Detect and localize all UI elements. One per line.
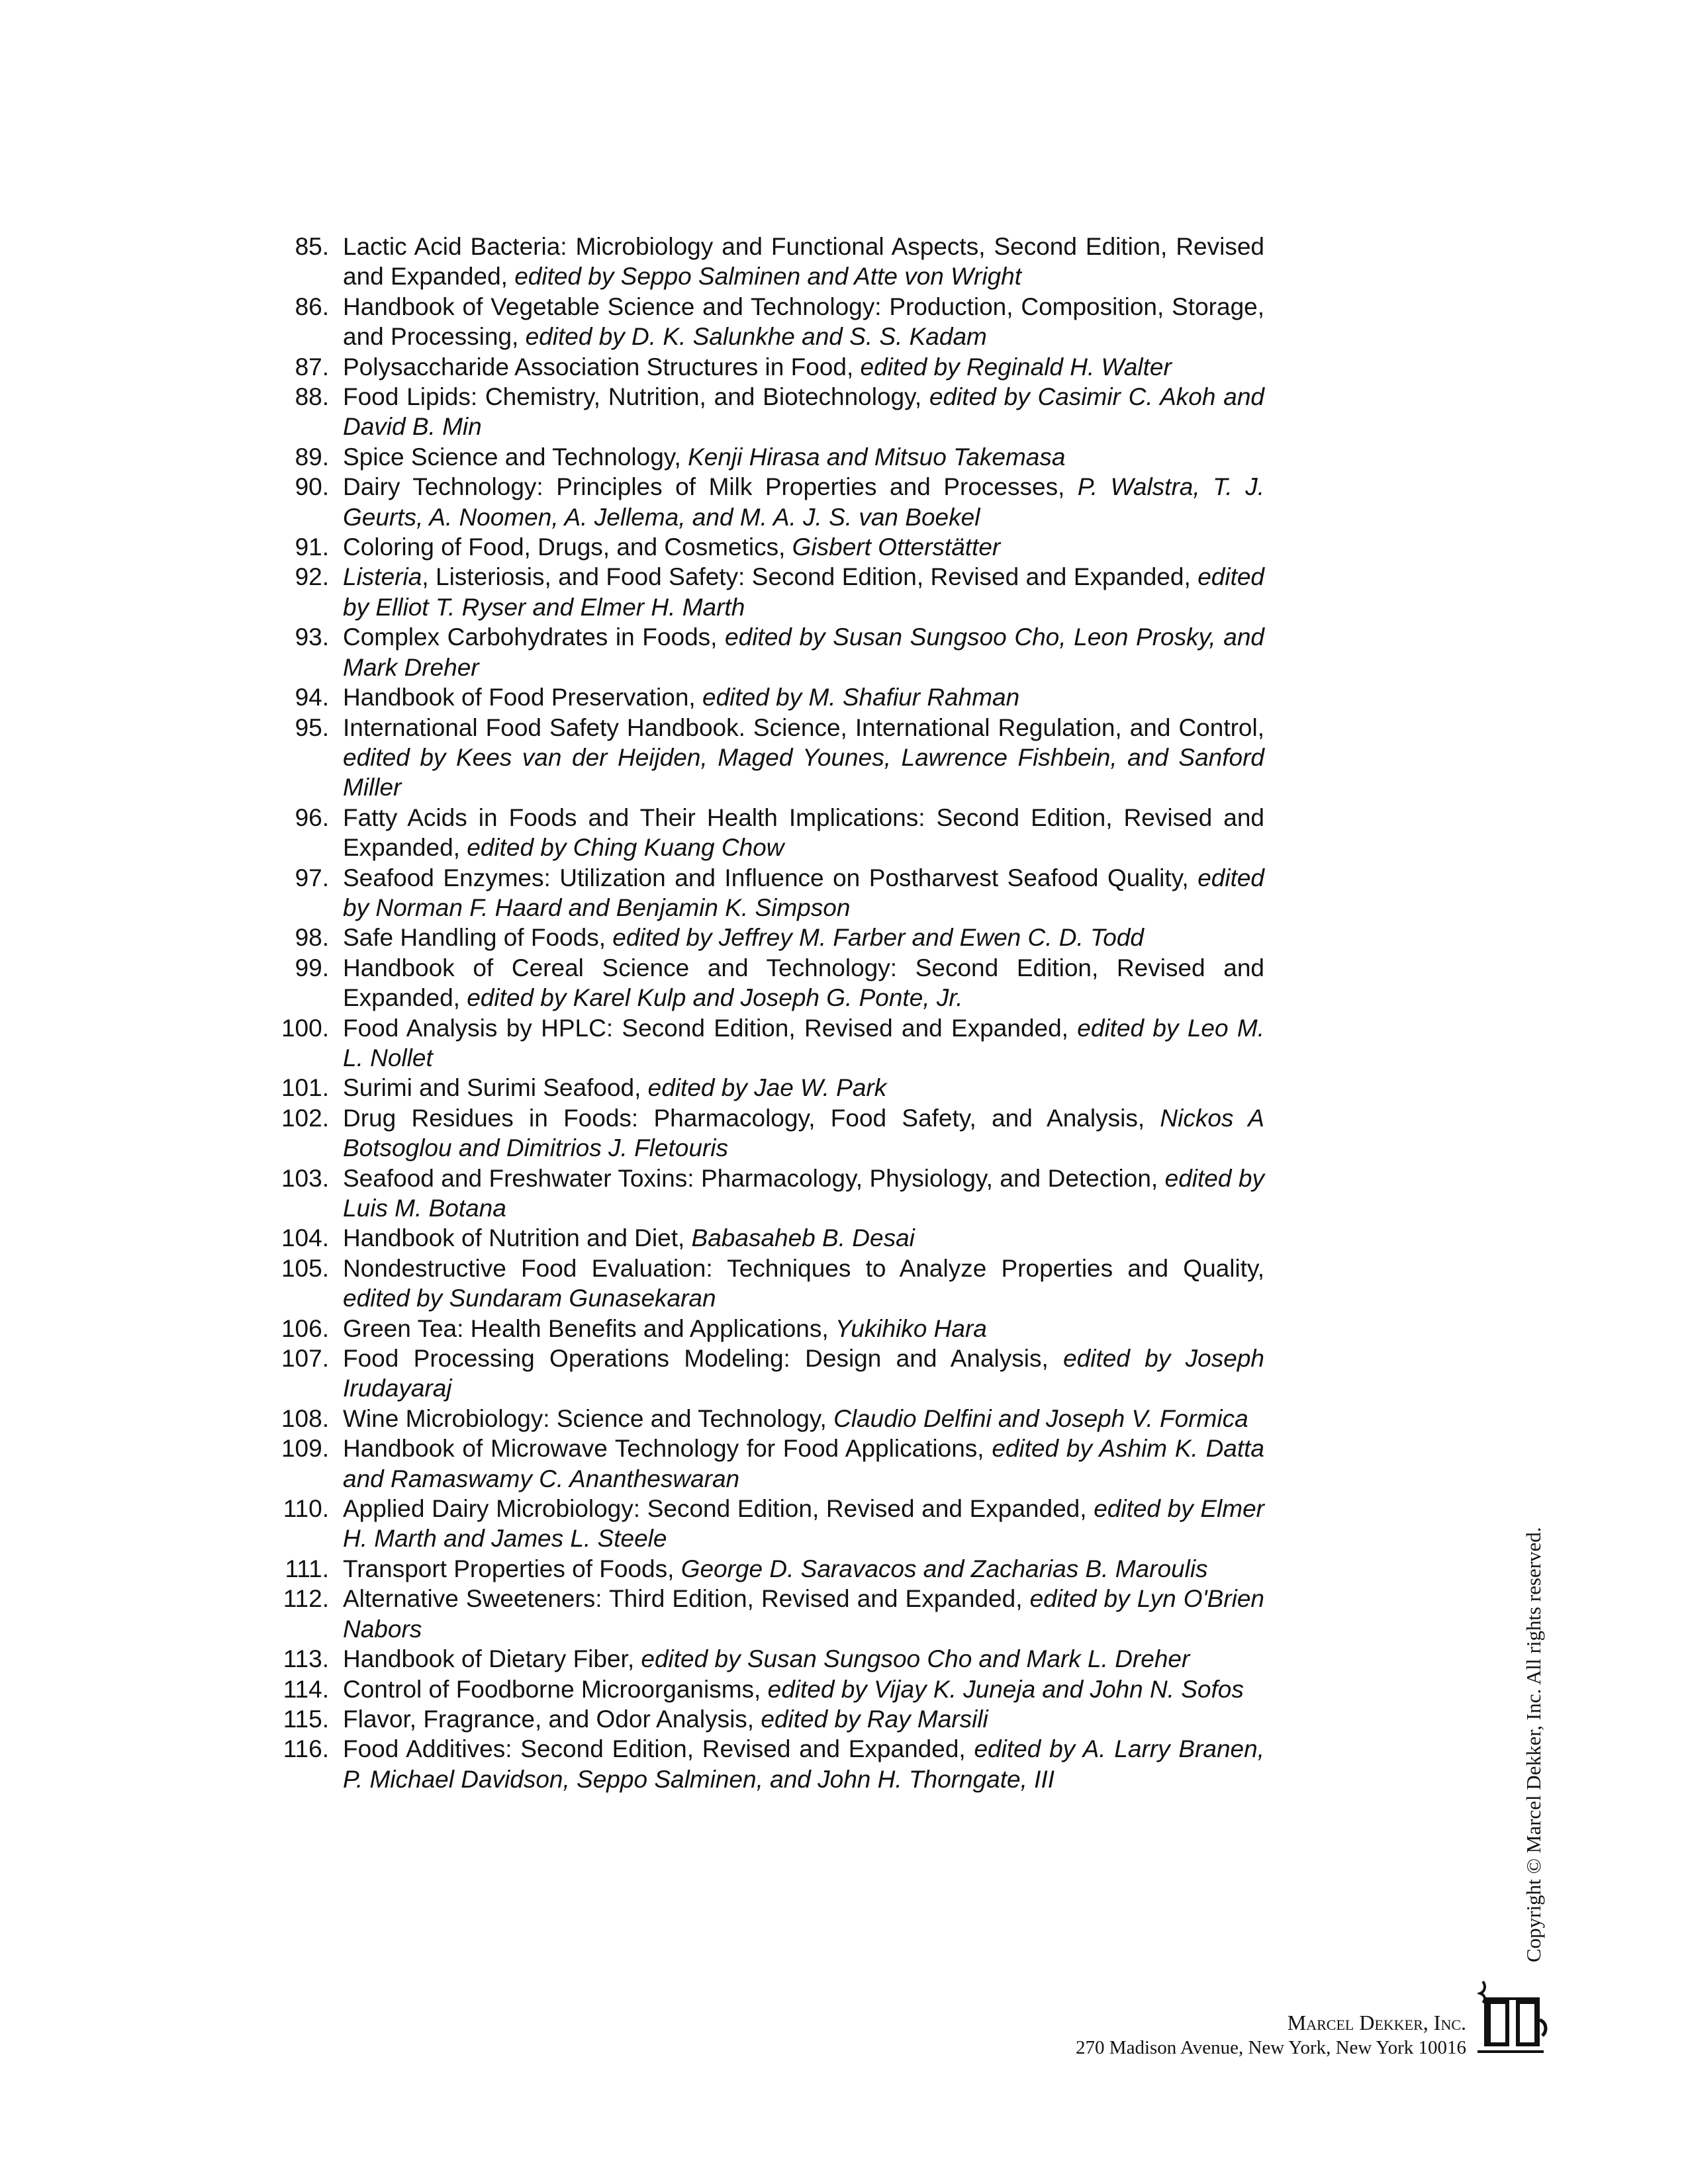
list-item [268, 1704, 1264, 1734]
item-number: 115. [283, 1705, 329, 1733]
list-item [268, 1674, 1264, 1704]
list-item [268, 292, 1264, 352]
item-credit: edited by Lyn O'Brien Nabors [343, 1585, 1265, 1643]
list-item [268, 382, 1264, 442]
item-title: Applied Dairy Microbiology: Second Edition, Revised and Expanded, [343, 1495, 1094, 1523]
list-item [268, 1073, 1264, 1103]
item-title: Spice Science and Technology, [343, 443, 688, 471]
item-number: 89. [295, 443, 329, 471]
item-title: International Food Safety Handbook. Science, International Regulation, and Control, [343, 713, 1264, 741]
item-credit: edited by Joseph Irudayaraj [343, 1345, 1264, 1402]
item-title: Drug Residues in Foods: Pharmacology, Food Safety, and Analysis, [343, 1104, 1160, 1132]
item-number: 116. [283, 1735, 329, 1763]
item-title: Safe Handling of Foods, [343, 924, 613, 952]
item-credit: edited by Casimir C. Akoh and David B. Min [343, 383, 1264, 441]
item-title: Lactic Acid Bacteria: Microbiology and Functional Aspects, Second Edition, Revised and Expanded, [343, 233, 1264, 291]
item-credit: edited by Ching Kuang Chow [467, 834, 784, 862]
item-number: 97. [295, 864, 329, 891]
list-item [268, 1584, 1264, 1644]
list-item [268, 1433, 1264, 1494]
item-title: Handbook of Cereal Science and Technology: Second Edition, Revised and Expanded, [343, 954, 1264, 1012]
list-item [268, 1013, 1264, 1073]
copyright-notice: Copyright © Marcel Dekker, Inc. All rights reserved. [1522, 1527, 1545, 1962]
item-title: Alternative Sweeteners: Third Edition, Revised and Expanded, [343, 1585, 1030, 1613]
item-credit: edited by D. K. Salunkhe and S. S. Kadam [525, 323, 987, 351]
item-number: 98. [295, 924, 329, 952]
item-title: Complex Carbohydrates in Foods, [343, 623, 726, 651]
list-item [268, 1223, 1264, 1253]
item-number: 108. [281, 1404, 329, 1432]
item-credit: Gisbert Otterstätter [792, 533, 1001, 561]
item-number: 113. [283, 1645, 329, 1673]
item-credit: Nickos A Botsoglou and Dimitrios J. Fletouris [343, 1104, 1264, 1162]
item-number: 90. [295, 473, 329, 501]
item-title: , Listeriosis, and Food Safety: Second Edition, Revised and Expanded, [422, 563, 1198, 591]
item-credit: edited by M. Shafiur Rahman [702, 684, 1020, 711]
item-title: Surimi and Surimi Seafood, [343, 1074, 648, 1102]
list-item [268, 352, 1264, 382]
list-item [268, 923, 1264, 952]
list-item [268, 472, 1264, 532]
item-number: 105. [281, 1254, 329, 1282]
item-title: Seafood Enzymes: Utilization and Influence on Postharvest Seafood Quality, [343, 864, 1198, 891]
item-credit: P. Walstra, T. J. Geurts, A. Noomen, A. Jellema, and M. A. J. S. van Boekel [343, 473, 1264, 531]
item-title: Handbook of Vegetable Science and Technology: Production, Composition, Storage, and Processing, [343, 293, 1264, 351]
list-item [268, 1103, 1264, 1163]
list-item [268, 232, 1264, 292]
item-number: 96. [295, 803, 329, 831]
item-title: Handbook of Dietary Fiber, [343, 1645, 641, 1673]
item-credit: edited by Jae W. Park [647, 1074, 887, 1102]
item-credit: Kenji Hirasa and Mitsuo Takemasa [688, 443, 1066, 471]
item-title: Fatty Acids in Foods and Their Health Implications: Second Edition, Revised and Expanded, [343, 803, 1264, 862]
item-title: Food Additives: Second Edition, Revised and Expanded, [343, 1735, 974, 1763]
item-number: 94. [295, 684, 329, 711]
item-title: Handbook of Microwave Technology for Food Applications, [343, 1435, 992, 1463]
item-credit: edited by Susan Sungsoo Cho, Leon Prosky, and Mark Dreher [343, 623, 1264, 681]
list-item [268, 562, 1264, 622]
item-number: 85. [295, 233, 329, 260]
item-number: 106. [281, 1314, 329, 1342]
item-title: Transport Properties of Foods, [343, 1555, 681, 1582]
item-title: Food Analysis by HPLC: Second Edition, Revised and Expanded, [343, 1014, 1078, 1042]
item-title: Dairy Technology: Principles of Milk Properties and Processes, [343, 473, 1078, 501]
item-credit: edited by Ray Marsili [761, 1705, 988, 1733]
publisher-block [1076, 2010, 1466, 2060]
list-item [268, 532, 1264, 562]
item-title: Green Tea: Health Benefits and Applications, [343, 1314, 835, 1342]
item-number: 88. [295, 383, 329, 411]
item-credit: edited by Ashim K. Datta and Ramaswamy C. Anantheswaran [343, 1435, 1265, 1492]
item-title: Flavor, Fragrance, and Odor Analysis, [343, 1705, 761, 1733]
item-title: Food Lipids: Chemistry, Nutrition, and Biotechnology, [343, 383, 929, 411]
item-credit: edited by Seppo Salminen and Atte von Wright [514, 263, 1022, 291]
item-number: 109. [281, 1435, 329, 1463]
item-credit: edited by Jeffrey M. Farber and Ewen C. D. Todd [612, 924, 1145, 952]
item-title: Food Processing Operations Modeling: Design and Analysis, [343, 1345, 1064, 1373]
item-number: 95. [295, 713, 329, 741]
item-credit: edited by Vijay K. Juneja and John N. Sofos [767, 1675, 1244, 1703]
item-number: 92. [295, 563, 329, 591]
item-number: 110. [283, 1495, 329, 1523]
item-number: 99. [295, 954, 329, 981]
item-credit: edited by Sundaram Gunasekaran [343, 1285, 716, 1312]
list-item [268, 1314, 1264, 1343]
series-list [268, 232, 1264, 1794]
item-credit: edited by Kees van der Heijden, Maged Younes, Lawrence Fishbein, and Sanford Miller [343, 743, 1264, 801]
item-credit: George D. Saravacos and Zacharias B. Maroulis [680, 1555, 1208, 1582]
item-title: Control of Foodborne Microorganisms, [343, 1675, 768, 1703]
publisher-address: 270 Madison Avenue, New York, New York 10016 [1076, 2037, 1466, 2058]
item-title: Nondestructive Food Evaluation: Techniques to Analyze Properties and Quality, [343, 1254, 1264, 1282]
item-number: 87. [295, 353, 329, 381]
list-item [268, 1494, 1264, 1554]
item-number: 114. [283, 1675, 329, 1703]
item-credit: Babasaheb B. Desai [691, 1224, 915, 1252]
item-credit: edited by A. Larry Branen, P. Michael Davidson, Seppo Salminen, and John H. Thorngate, III [343, 1735, 1264, 1793]
item-number: 107. [281, 1345, 329, 1373]
item-number: 86. [295, 293, 329, 320]
item-credit: edited by Reginald H. Walter [860, 353, 1172, 381]
item-credit: edited by Norman F. Haard and Benjamin K. Simpson [343, 864, 1264, 921]
list-item [268, 1404, 1264, 1433]
item-title: Handbook of Food Preservation, [343, 684, 702, 711]
item-number: 101. [281, 1074, 329, 1102]
item-number: 112. [283, 1585, 329, 1613]
item-title-italic: Listeria [343, 563, 422, 591]
item-title: Polysaccharide Association Structures in Food, [343, 353, 861, 381]
item-credit: Claudio Delfini and Joseph V. Formica [833, 1404, 1248, 1432]
item-number: 100. [281, 1014, 329, 1042]
list-item [268, 1253, 1264, 1314]
list-item [268, 1163, 1264, 1224]
item-credit: edited by Leo M. L. Nollet [343, 1014, 1264, 1071]
list-item [268, 803, 1264, 863]
list-item [268, 1343, 1264, 1404]
list-item [268, 682, 1264, 712]
item-number: 111. [285, 1555, 329, 1582]
list-item [268, 953, 1264, 1013]
publisher-name: Marcel Dekker, Inc. [1287, 2011, 1466, 2034]
item-credit: edited by Elmer H. Marth and James L. Steele [343, 1495, 1264, 1553]
list-item [268, 442, 1264, 472]
list-item [268, 713, 1264, 803]
item-title: Wine Microbiology: Science and Technology, [343, 1404, 834, 1432]
list-item [268, 622, 1264, 682]
item-credit: edited by Elliot T. Ryser and Elmer H. Marth [343, 563, 1264, 621]
item-number: 91. [295, 533, 329, 561]
list-item [268, 1644, 1264, 1674]
item-number: 103. [281, 1164, 329, 1192]
item-title: Seafood and Freshwater Toxins: Pharmacology, Physiology, and Detection, [343, 1164, 1165, 1192]
item-credit: edited by Karel Kulp and Joseph G. Ponte, Jr. [467, 984, 963, 1012]
item-title: Coloring of Food, Drugs, and Cosmetics, [343, 533, 792, 561]
item-number: 102. [281, 1104, 329, 1132]
item-title: Handbook of Nutrition and Diet, [343, 1224, 692, 1252]
list-item [268, 1554, 1264, 1584]
list-item [268, 1734, 1264, 1794]
item-number: 93. [295, 623, 329, 651]
item-credit: Yukihiko Hara [835, 1314, 987, 1342]
item-number: 104. [281, 1224, 329, 1252]
list-item [268, 863, 1264, 923]
publisher-logo-icon [1477, 1980, 1549, 2057]
item-credit: edited by Susan Sungsoo Cho and Mark L. Dreher [641, 1645, 1190, 1673]
item-credit: edited by Luis M. Botana [343, 1164, 1265, 1222]
